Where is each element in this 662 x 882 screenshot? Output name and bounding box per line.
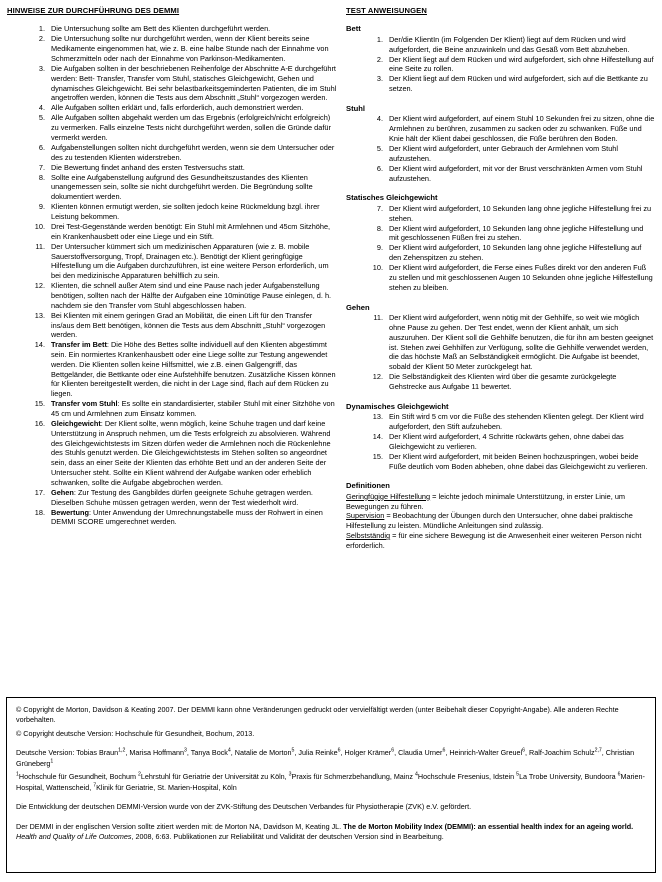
test-item bbox=[341, 74, 655, 94]
author-affiliation-marker: 6 bbox=[391, 747, 395, 754]
affiliation-entry: $^2$Lehrstuhl für Geriatrie der Universität zu Köln, bbox=[137, 771, 289, 782]
footer-funding-line: Die Entwicklung der deutschen DEMMI-Version wurde von der ZVK-Stiftung des Deutschen Verbandes für Physiotherapie (ZVK) e.V. gefördert. bbox=[16, 802, 472, 812]
definitions-block bbox=[346, 481, 655, 550]
authors-label: Deutsche Version: bbox=[16, 748, 77, 758]
hinweis-item-number: 17. bbox=[34, 487, 45, 497]
test-item bbox=[341, 35, 655, 55]
test-item-list bbox=[341, 114, 655, 183]
hinweise-list bbox=[7, 24, 337, 527]
hinweis-item-text: Gleichgewicht: Der Klient sollte, wenn möglich, keine Schuhe tragen und darf keine Unterstützung in Anspruch nehmen, um die Tests erfolgreich zu absolvieren. Während des Gleichgewichtstests im Sitzen dürfen weder die Armlehnen noch die Rückenlehne des Stuhls genutzt werden. Die Gleichgewichtstests im Stehen sollten so angeordnet sein, dass an einer Seite der Klienten das erhöhte Bett und an der anderen Seite der Untersucher steht. Sollte ein Klient während der Aufgabe wanken oder erheblich schwanken, sollte die Aufgabe abgebrochen werden. bbox=[51, 419, 331, 487]
test-item-number: 10. bbox=[372, 263, 383, 273]
hinweis-item-text: Bewertung: Unter Anwendung der Umrechnungstabelle muss der Rohwert in einen DEMMI SCORE umgerechnet werden. bbox=[51, 507, 323, 527]
definitions-heading: Definitionen bbox=[346, 481, 390, 491]
test-item-text: Die Selbständigkeit des Klienten wird über die gesamte zurückgelegte Gehstrecke aus Aufgabe 11 bewertet. bbox=[389, 372, 617, 391]
test-item-text: Der Klient liegt auf dem Rücken und wird aufgefordert, sich ohne Hilfestellung auf eine Seite zu rollen. bbox=[389, 54, 654, 74]
author-affiliation-marker: 1,2 bbox=[118, 747, 126, 754]
test-item-text: Der Klient wird aufgefordert, die Ferse eines Fußes direkt vor den anderen Fuß zu stellen und mit geschlossenen Augen 10 Sekunden ohne jegliche Hilfestellung stehen zu bleiben. bbox=[389, 263, 653, 292]
test-item bbox=[341, 224, 655, 244]
hinweis-item-number: 7. bbox=[38, 162, 45, 172]
two-column-body bbox=[7, 6, 655, 551]
affiliation-marker: 6 bbox=[617, 771, 621, 778]
hinweis-item-text: Klienten können ermutigt werden, sie sollten jedoch keine Rückmeldung bzgl. ihrer Leistung bekommen. bbox=[51, 202, 320, 221]
hinweis-item-text: Die Untersuchung sollte am Bett des Klienten durchgeführt werden. bbox=[51, 24, 271, 34]
hinweis-item-text: Die Aufgaben sollten in der beschriebenen Reihenfolge der Abschnitte A-E durchgeführt werden: Bett- Transfer, Transfer vom Stuhl, statisches Gleichgewicht, Gehen und dynamisches Gleichgewicht. Bei sehr belastbarkeitsgeminderten Patienten, die im Stuhl angetroffen werden, können die Tests aus dem Abschnitt „Stuhl“ vorgezogen werden. bbox=[51, 63, 337, 103]
affiliation-marker: 1 bbox=[16, 771, 19, 778]
hinweis-item-text: Klienten, die schnell außer Atem sind und eine Pause nach jeder Aufgabenstellung benötigen, sollten nach der Hälfte der Aufgaben eine 10minütige Pause einlegen, d. h. nachdem sie den Transfer vom Stuhl abgeschlossen haben. bbox=[51, 281, 332, 310]
hinweis-item-number: 15. bbox=[34, 399, 45, 409]
hinweis-item-text: Die Untersuchung sollte nur durchgeführt werden, wenn der Klient bereits seine Medikamente eingenommen hat, wie z. B. eine halbe Stunde nach der Einnahme von Schmerzmitteln oder nach der Einnahme von Parkinson-Medikamenten. bbox=[51, 34, 329, 63]
hinweis-item-number: 14. bbox=[34, 340, 45, 350]
hinweis-item-number: 13. bbox=[34, 310, 45, 320]
hinweis-item bbox=[7, 103, 337, 113]
hinweis-item bbox=[7, 340, 337, 399]
test-item-list bbox=[341, 313, 655, 392]
hinweis-item-text: Alle Aufgaben sollten erklärt und, falls erforderlich, auch demonstriert werden. bbox=[51, 103, 304, 113]
footer-affiliations-line bbox=[16, 772, 646, 793]
hinweis-item-number: 9. bbox=[38, 202, 45, 212]
hinweis-item bbox=[7, 64, 337, 103]
test-item-number: 7. bbox=[376, 203, 383, 213]
hinweis-item-number: 16. bbox=[34, 419, 45, 429]
test-item-number: 2. bbox=[376, 54, 383, 64]
author-affiliation-marker: 6 bbox=[522, 747, 526, 754]
author-affiliation-marker: 6 bbox=[442, 747, 446, 754]
author-name: Tanya Bock$^4$ bbox=[190, 747, 231, 758]
test-item-number: 14. bbox=[372, 431, 383, 441]
author-name: Julia Reinke$^6$ bbox=[298, 747, 341, 758]
test-item bbox=[341, 164, 655, 184]
author-name: Tobias Braun$^{1,2}$ bbox=[76, 747, 126, 758]
footer-citation-line bbox=[16, 822, 646, 843]
test-item bbox=[341, 263, 655, 292]
definition-entry bbox=[346, 492, 655, 512]
test-item-text: Der Klient wird aufgefordert, mit vor der Brust verschränkten Armen vom Stuhl aufzustehen. bbox=[389, 163, 643, 183]
test-item bbox=[341, 204, 655, 224]
test-item bbox=[341, 432, 655, 452]
hinweis-item bbox=[7, 508, 337, 528]
footer-copyright-line-1: © Copyright de Morton, Davidson & Keating 2007. Der DEMMI kann ohne Veränderungen gedruckt oder vervielfältigt werden (unter Beibehalt dieser Copyright-Angabe). Alle anderen Rechte vorbehalten. bbox=[16, 705, 619, 725]
hinweis-item bbox=[7, 202, 337, 222]
hinweis-item-text: Aufgabenstellungen sollten nicht durchgeführt werden, wenn sie dem Untersucher oder des zu testenden Klienten widerstreben. bbox=[51, 142, 335, 162]
hinweis-item bbox=[7, 24, 337, 34]
hinweis-item-number: 11. bbox=[35, 241, 45, 251]
affiliation-entry: $^4$Hochschule Fresenius, Idstein bbox=[415, 771, 517, 782]
author-affiliation-marker: 1 bbox=[50, 758, 54, 765]
hinweis-item-number: 8. bbox=[38, 172, 45, 182]
test-item-text: Der Klient wird aufgefordert, 10 Sekunden lang ohne jegliche Hilfestellung auf den Zehenspitzen zu stehen. bbox=[389, 243, 642, 263]
left-column-title: HINWEISE ZUR DURCHFÜHRUNG DES DEMMI bbox=[7, 6, 180, 15]
hinweis-item bbox=[7, 419, 337, 488]
affiliation-entry: $^5$La Trobe University, Bundoora bbox=[516, 771, 618, 782]
hinweis-item-text: Gehen: Zur Testung des Gangbildes dürfen geeignete Schuhe getragen werden. Dieselben Schuhe müssen getragen werden, wenn der Test wiederholt wird. bbox=[51, 487, 313, 507]
test-item-number: 15. bbox=[372, 451, 383, 461]
affiliation-marker: 2 bbox=[137, 771, 141, 778]
test-anweisungen-sections bbox=[341, 24, 655, 471]
test-item bbox=[341, 412, 655, 432]
test-item bbox=[341, 372, 655, 392]
test-item-list bbox=[341, 35, 655, 94]
definition-entry bbox=[346, 531, 655, 551]
hinweis-item bbox=[7, 399, 337, 419]
hinweis-item-number: 18. bbox=[34, 507, 45, 517]
test-item-number: 9. bbox=[376, 243, 383, 253]
hinweis-item bbox=[7, 242, 337, 281]
affiliation-marker: 7 bbox=[93, 782, 97, 789]
citation-title: The de Morton Mobility Index (DEMMI): an essential health index for an ageing world. bbox=[343, 821, 634, 831]
definitions-list bbox=[346, 492, 655, 551]
test-item-number: 3. bbox=[376, 74, 383, 84]
left-column bbox=[7, 6, 341, 527]
author-affiliation-marker: 2,7 bbox=[594, 747, 602, 754]
affiliation-entry: $^7$Klinik für Geriatrie, St. Marien-Hospital, Köln bbox=[93, 782, 237, 792]
author-name: Ralf-Joachim Schulz$^{2,7}$ bbox=[529, 747, 602, 758]
test-item-number: 8. bbox=[376, 223, 383, 233]
affiliation-marker: 3 bbox=[288, 771, 292, 778]
test-item-text: Der Klient wird aufgefordert, unter Gebrauch der Armlehnen vom Stuhl aufzustehen. bbox=[389, 144, 618, 163]
test-item-text: Ein Stift wird 5 cm vor die Füße des stehenden Klienten gelegt. Der Klient wird aufgefordert, den Stift aufzuheben. bbox=[389, 412, 644, 431]
test-item-number: 4. bbox=[376, 114, 383, 124]
footer-authors-line: Deutsche Version: Tobias Braun$^{1,2}$, Marisa Hoffmann$^3$, Tanya Bock$^4$, Natalie de Morton$^5$, Julia Reinke$^6$, Holger Krämer$^6$, Claudia Urner$^6$, Heinrich-Walter Greuel$^6$, Ralf-Joachim Schulz$^{2,7}$, Christian Grüneberg$^1$ bbox=[16, 747, 635, 768]
test-item-text: Der Klient liegt auf dem Rücken und wird aufgefordert, sich auf die Bettkante zu setzen. bbox=[389, 74, 648, 94]
hinweis-item-text: Bei Klienten mit einem geringen Grad an Mobilität, die einen Lift für den Transfer ins/aus dem Bett benötigen, können die Tests aus dem Abschnitt „Stuhl“ vorgezogen werden. bbox=[51, 310, 326, 340]
section-heading: Stuhl bbox=[346, 103, 365, 113]
author-affiliation-marker: 6 bbox=[337, 747, 341, 754]
hinweis-item bbox=[7, 311, 337, 340]
hinweis-item bbox=[7, 143, 337, 163]
author-affiliation-marker: 3 bbox=[183, 747, 187, 754]
test-item-text: Der Klient wird aufgefordert, 10 Sekunden lang ohne jegliche Hilfestellung und mit geschlossenen Füßen frei zu stehen. bbox=[389, 223, 644, 243]
test-item-number: 13. bbox=[372, 412, 383, 422]
author-name: Holger Krämer$^6$ bbox=[344, 747, 395, 758]
affiliation-marker: 4 bbox=[415, 771, 418, 778]
section-heading: Dynamisches Gleichgewicht bbox=[346, 401, 449, 411]
right-column bbox=[341, 6, 655, 551]
hinweis-item-text: Die Bewertung findet anhand des ersten Testversuchs statt. bbox=[51, 162, 245, 172]
test-item-text: Der Klient wird aufgefordert, wenn nötig mit der Gehhilfe, so weit wie möglich ohne Pause zu gehen. Der Test endet, wenn der Klient anhält, um sich auszuruhen. Der Klient soll die Gehhilfe benutzen, die für ihn am besten geeignet ist. Stehen zwei Gehhilfen zur Verfügung, sollte die Gehhilfe verwendet werden, die das höchste Maß an Selbständigkeit ermöglicht. Die Aufgabe ist beendet, sobald der Klient 50 Meter zurückgelegt hat. bbox=[389, 313, 654, 372]
hinweis-item-text: Der Untersucher kümmert sich um medizinischen Apparaturen (wie z. B. mobile Sauerstoffversorgung, Tropf, Drainagen etc.). Benötigt der Klient geringfügige Hilfestellung um die Aufgaben durchzuführen, ist eine weitere Person erforderlich, um bei den medizinische Apparaturen behilflich zu sein. bbox=[51, 241, 329, 281]
hinweis-item-text: Transfer im Bett: Die Höhe des Bettes sollte individuell auf den Klienten abgestimmt sein. Ein normiertes Krankenhausbett oder eine Liege sollte zur Testung angewendet werden. Die Klienten sollen keine Hilfsmittel, wie z.B. einen Galgengriff, das Bettgeländer, die Bettkante oder eine Aufstehhilfe benutzen. Zusätzliche Kissen können für Klienten bereitgestellt werden, die nicht in der Lage sind, flach auf dem Rücken zu liegen. bbox=[51, 340, 336, 399]
test-item-text: Der Klient wird aufgefordert, 4 Schritte rückwärts gehen, ohne dabei das Gleichgewicht zu verlieren. bbox=[389, 431, 624, 451]
section-heading: Statisches Gleichgewicht bbox=[346, 193, 438, 203]
test-item bbox=[341, 144, 655, 164]
hinweis-item bbox=[7, 34, 337, 63]
definition-text: = Beobachtung der Übungen durch den Untersucher, ohne dabei praktische Hilfestellung zu leisten. Mündliche Anleitungen sind zulässig. bbox=[346, 511, 633, 531]
test-item-number: 12. bbox=[372, 372, 383, 382]
hinweis-item-text: Drei Test-Gegenstände werden benötigt: Ein Stuhl mit Armlehnen und 45cm Sitzhöhe, ein Krankenhausbett oder eine Liege und ein Stift. bbox=[51, 221, 331, 241]
hinweis-item-number: 3. bbox=[38, 63, 45, 73]
author-affiliation-marker: 5 bbox=[291, 747, 295, 754]
hinweis-item bbox=[7, 173, 337, 202]
hinweis-item bbox=[7, 113, 337, 142]
hinweis-item-text: Transfer vom Stuhl: Es sollte ein standardisierter, stabiler Stuhl mit einer Sitzhöhe von 45 cm und Armlehnen zum Einsatz kommen. bbox=[51, 399, 335, 419]
affiliation-entry: $^6$Marien-Hospital, Wattenscheid, bbox=[16, 771, 645, 792]
hinweis-item-number: 10. bbox=[34, 221, 45, 231]
hinweis-item-text: Sollte eine Aufgabenstellung aufgrund des Gesundheitszustandes des Klienten unangemessen sein, sollte sie nicht durchgeführt werden. Die Begründung sollte dokumentiert werden. bbox=[51, 172, 313, 202]
test-item bbox=[341, 313, 655, 372]
definition-entry bbox=[346, 511, 655, 531]
test-item-text: Der Klient wird aufgefordert, auf einem Stuhl 10 Sekunden frei zu sitzen, ohne die Armlehnen zu berühren, zusammen zu sacken oder zu schwanken. Füße und Knie hält der Klient dabei geschlossen, die Füße berühren den Boden. bbox=[389, 114, 655, 144]
hinweis-item bbox=[7, 163, 337, 173]
definition-term: Geringfügige Hilfestellung bbox=[346, 491, 431, 501]
hinweis-item bbox=[7, 488, 337, 508]
author-affiliation-marker: 4 bbox=[227, 747, 231, 754]
test-item bbox=[341, 55, 655, 75]
hinweis-item bbox=[7, 222, 337, 242]
test-item bbox=[341, 243, 655, 263]
hinweis-item-number: 4. bbox=[38, 103, 45, 113]
hinweis-item-number: 5. bbox=[38, 113, 45, 123]
author-name: Heinrich-Walter Greuel$^6$ bbox=[449, 747, 526, 758]
hinweis-item bbox=[7, 281, 337, 310]
hinweis-item-number: 6. bbox=[38, 142, 45, 152]
test-item-text: Der/die KlientIn (im Folgenden Der Klient) liegt auf dem Rücken und wird aufgefordert, die Beine anzuwinkeln und das Gesäß vom Bett abzuheben. bbox=[389, 34, 630, 54]
hinweis-item-text: Alle Aufgaben sollten abgehakt werden um das Ergebnis (erfolgreich/nicht erfolgreich) zu vermerken. Falls einzelne Tests nicht durchgeführt werden, sollen die Gründe dafür vermerkt werden. bbox=[51, 113, 331, 142]
author-name: Claudia Urner$^6$ bbox=[398, 747, 446, 758]
definition-term: Selbstständig bbox=[346, 531, 391, 540]
citation-journal: Health and Quality of Life Outcomes bbox=[16, 831, 132, 841]
right-column-title: TEST ANWEISUNGEN bbox=[346, 6, 427, 15]
section-heading: Gehen bbox=[346, 302, 370, 312]
test-item-number: 6. bbox=[376, 163, 383, 173]
test-item bbox=[341, 452, 655, 472]
hinweis-item-number: 1. bbox=[38, 24, 45, 34]
citation-lead: Der DEMMI in der englischen Version sollte zitiert werden mit: de Morton NA, Davidson M, Keating JL. bbox=[16, 821, 344, 831]
definition-text: = für eine sichere Bewegung ist die Anwesenheit einer weiteren Person nicht erforderlich. bbox=[346, 531, 642, 550]
test-item-number: 1. bbox=[376, 34, 383, 44]
hinweis-item-number: 12. bbox=[34, 281, 45, 291]
section-heading: Bett bbox=[346, 24, 361, 34]
citation-tail: , 2008, 6:63. Publikationen zur Reliabilität und Validität der deutschen Version sind in Bearbeitung. bbox=[131, 831, 444, 841]
test-item-number: 11. bbox=[373, 313, 383, 323]
hinweis-item-number: 2. bbox=[38, 34, 45, 44]
affiliation-entry: $^3$Praxis für Schmerzbehandlung, Mainz bbox=[288, 771, 415, 782]
test-item-number: 5. bbox=[376, 144, 383, 154]
affiliation-marker: 5 bbox=[516, 771, 520, 778]
author-name: Marisa Hoffmann$^3$ bbox=[129, 747, 187, 758]
test-item bbox=[341, 114, 655, 143]
test-item-text: Der Klient wird aufgefordert, mit beiden Beinen hochzuspringen, wobei beide Füße deutlich vom Boden abheben, ohne dabei das Gleichgewicht zu verlieren. bbox=[389, 451, 648, 471]
author-name: Christian Grüneberg$^1$ bbox=[16, 748, 635, 768]
test-item-text: Der Klient wird aufgefordert, 10 Sekunden lang ohne jegliche Hilfestellung frei zu stehen. bbox=[389, 203, 652, 223]
affiliation-entry: $^1$Hochschule für Gesundheit, Bochum bbox=[16, 771, 138, 782]
test-item-list bbox=[341, 204, 655, 293]
author-name: Natalie de Morton$^5$ bbox=[234, 747, 295, 758]
test-item-list bbox=[341, 412, 655, 471]
definition-text: = leichte jedoch minimale Unterstützung, in erster Linie, um Bewegungen zu führen. bbox=[346, 491, 626, 511]
footer-copyright-box bbox=[6, 697, 656, 873]
footer-copyright-line-2: © Copyright deutsche Version: Hochschule für Gesundheit, Bochum, 2013. bbox=[16, 728, 255, 738]
definition-term: Supervision bbox=[346, 511, 385, 521]
